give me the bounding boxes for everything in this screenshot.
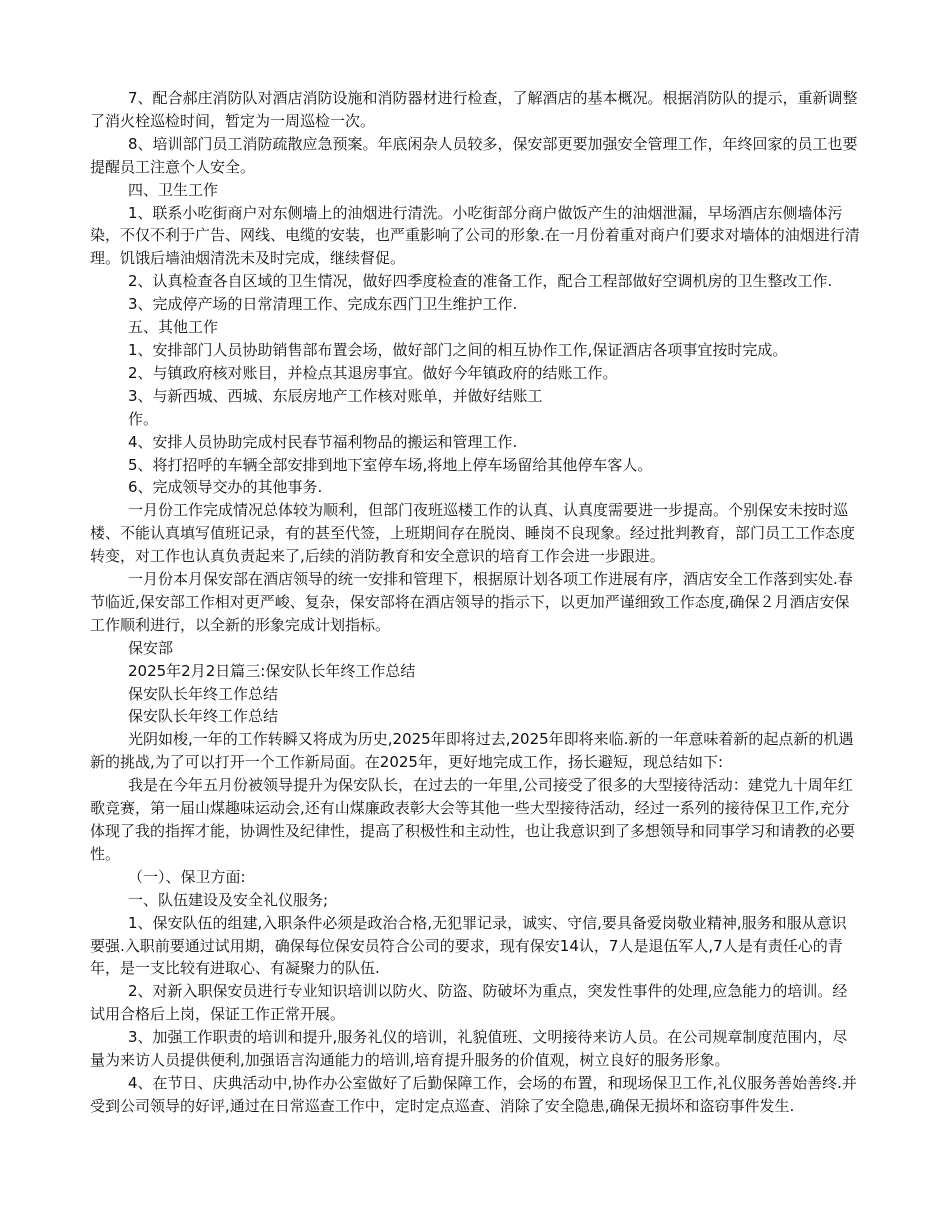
paragraph: 7、配合郝庄消防队对酒店消防设施和消防器材进行检查，了解酒店的基本概况。根据消防队的提示，重新调整了消火栓巡检时间，暂定为一周巡检一次。 (90, 89, 858, 130)
signature-line: 保安部 (128, 638, 174, 657)
paragraph: 8、培训部门员工消防疏散应急预案。年底闲杂人员较多，保安部更要加强安全管理工作，年终回家的员工也要提醒员工注意个人安全。 (90, 134, 858, 176)
paragraph: 我是在今年五月份被领导提升为保安队长，在过去的一年里,公司接受了很多的大型接待活动：建党九十周年红歌竞赛，第一届山煤趣味运动会,还有山煤廉政表彰大会等其他一些大型接待活动，经过一系列的接待保卫工作,充分体现了我的指挥才能，协调性及纪律性，提高了积极性和主动性，也让我意识到了多想领导和同事学习和请教的必要性。 (90, 776, 856, 863)
list-item: 6、完成领导交办的其他事务. (128, 478, 323, 497)
section-heading: 四、卫生工作 (128, 180, 219, 199)
list-item: 3、完成停产场的日常清理工作、完成东西门卫生维护工作. (128, 295, 518, 314)
document-title: 保安队长年终工作总结 (128, 684, 279, 703)
list-item: 3、与新西城、西城、东辰房地产工作核对账单，并做好结账工 (128, 386, 543, 405)
list-item: 作。 (128, 409, 159, 428)
paragraph: 1、保安队伍的组建,入职条件必须是政治合格,无犯罪记录，诚实、守信,要具备爱岗敬业精神,服务和服从意识要强.入职前要通过试用期，确保每位保安员符合公司的要求，现有保安14认，7人是退伍军人,7人是有责任心的青年，是一支比较有进取心、有凝聚力的队伍. (90, 913, 847, 978)
section-heading: 一、队伍建设及安全礼仪服务; (128, 890, 329, 909)
document-title: 保安队长年终工作总结 (128, 707, 279, 726)
date-line: 2025年2月2日篇三:保安队长年终工作总结 (128, 661, 416, 680)
section-heading: 五、其他工作 (128, 318, 219, 337)
paragraph: 一月份工作完成情况总体较为顺利，但部门夜班巡楼工作的认真、认真度需要进一步提高。个别保安未按时巡楼、不能认真填写值班记录，有的甚至代签，上班期间存在脱岗、睡岗不良现象。经过批判教育，部门员工工作态度转变，对工作也认真负责起来了,后续的消防教育和安全意识的培育工作会进一步跟进。 (90, 501, 856, 566)
section-heading: （一）、保卫方面: (128, 867, 246, 886)
paragraph: 3、加强工作职责的培训和提升,服务礼仪的培训，礼貌值班、文明接待来访人员。在公司规章制度范围内，尽量为来访人员提供便利,加强语言沟通能力的培训,培育提升服务的价值观，树立良好的服务形象。 (90, 1028, 848, 1070)
paragraph: 光阴如梭,一年的工作转瞬又将成为历史,2025年即将过去,2025年即将来临.新的一年意味着新的起点新的机遇新的挑战,为了可以打开一个工作新局面。在2025年，更好地完成工作，扬长避短，现总结如下: (90, 730, 854, 772)
list-item: 1、安排部门人员协助销售部布置会场，做好部门之间的相互协作工作,保证酒店各项事宜按时完成。 (128, 340, 788, 359)
list-item: 2、与镇政府核对账目，并检点其退房事宜。做好今年镇政府的结账工作。 (128, 363, 618, 382)
paragraph: 2、认真检查各自区域的卫生情况，做好四季度检查的准备工作，配合工程部做好空调机房的卫生整改工作. (128, 272, 833, 291)
paragraph: 1、联系小吃街商户对东侧墙上的油烟进行清洗。小吃街部分商户做饭产生的油烟泄漏，早场酒店东侧墙体污染，不仅不利于广告、网线、电缆的安装，也严重影响了公司的形象.在一月份着重对商户们要求对墙体的油烟进行清理。饥饿后墙油烟清洗未及时完成，继续督促。 (90, 203, 860, 268)
paragraph: 2、对新入职保安员进行专业知识培训以防火、防盗、防破坏为重点，突发性事件的处理,应急能力的培训。经试用合格后上岗，保证工作正常开展。 (90, 982, 848, 1024)
paragraph: 一月份本月保安部在酒店领导的统一安排和管理下，根据原计划各项工作进展有序，酒店安全工作落到实处.春节临近,保安部工作相对更严峻、复杂，保安部将在酒店领导的指示下，以更加严谨细致工作态度,确保２月酒店安保工作顺利进行，以全新的形象完成计划指标。 (90, 570, 853, 634)
paragraph: 4、在节日、庆典活动中,协作办公室做好了后勤保障工作，会场的布置，和现场保卫工作,礼仪服务善始善终.并受到公司领导的好评,通过在日常巡查工作中，定时定点巡查、消除了安全隐患,确保无损坏和盗窃事件发生. (90, 1073, 857, 1115)
list-item: 5、将打招呼的车辆全部安排到地下室停车场,将地上停车场留给其他停车客人。 (128, 455, 653, 474)
list-item: 4、安排人员协助完成村民春节福利物品的搬运和管理工作. (128, 432, 518, 451)
